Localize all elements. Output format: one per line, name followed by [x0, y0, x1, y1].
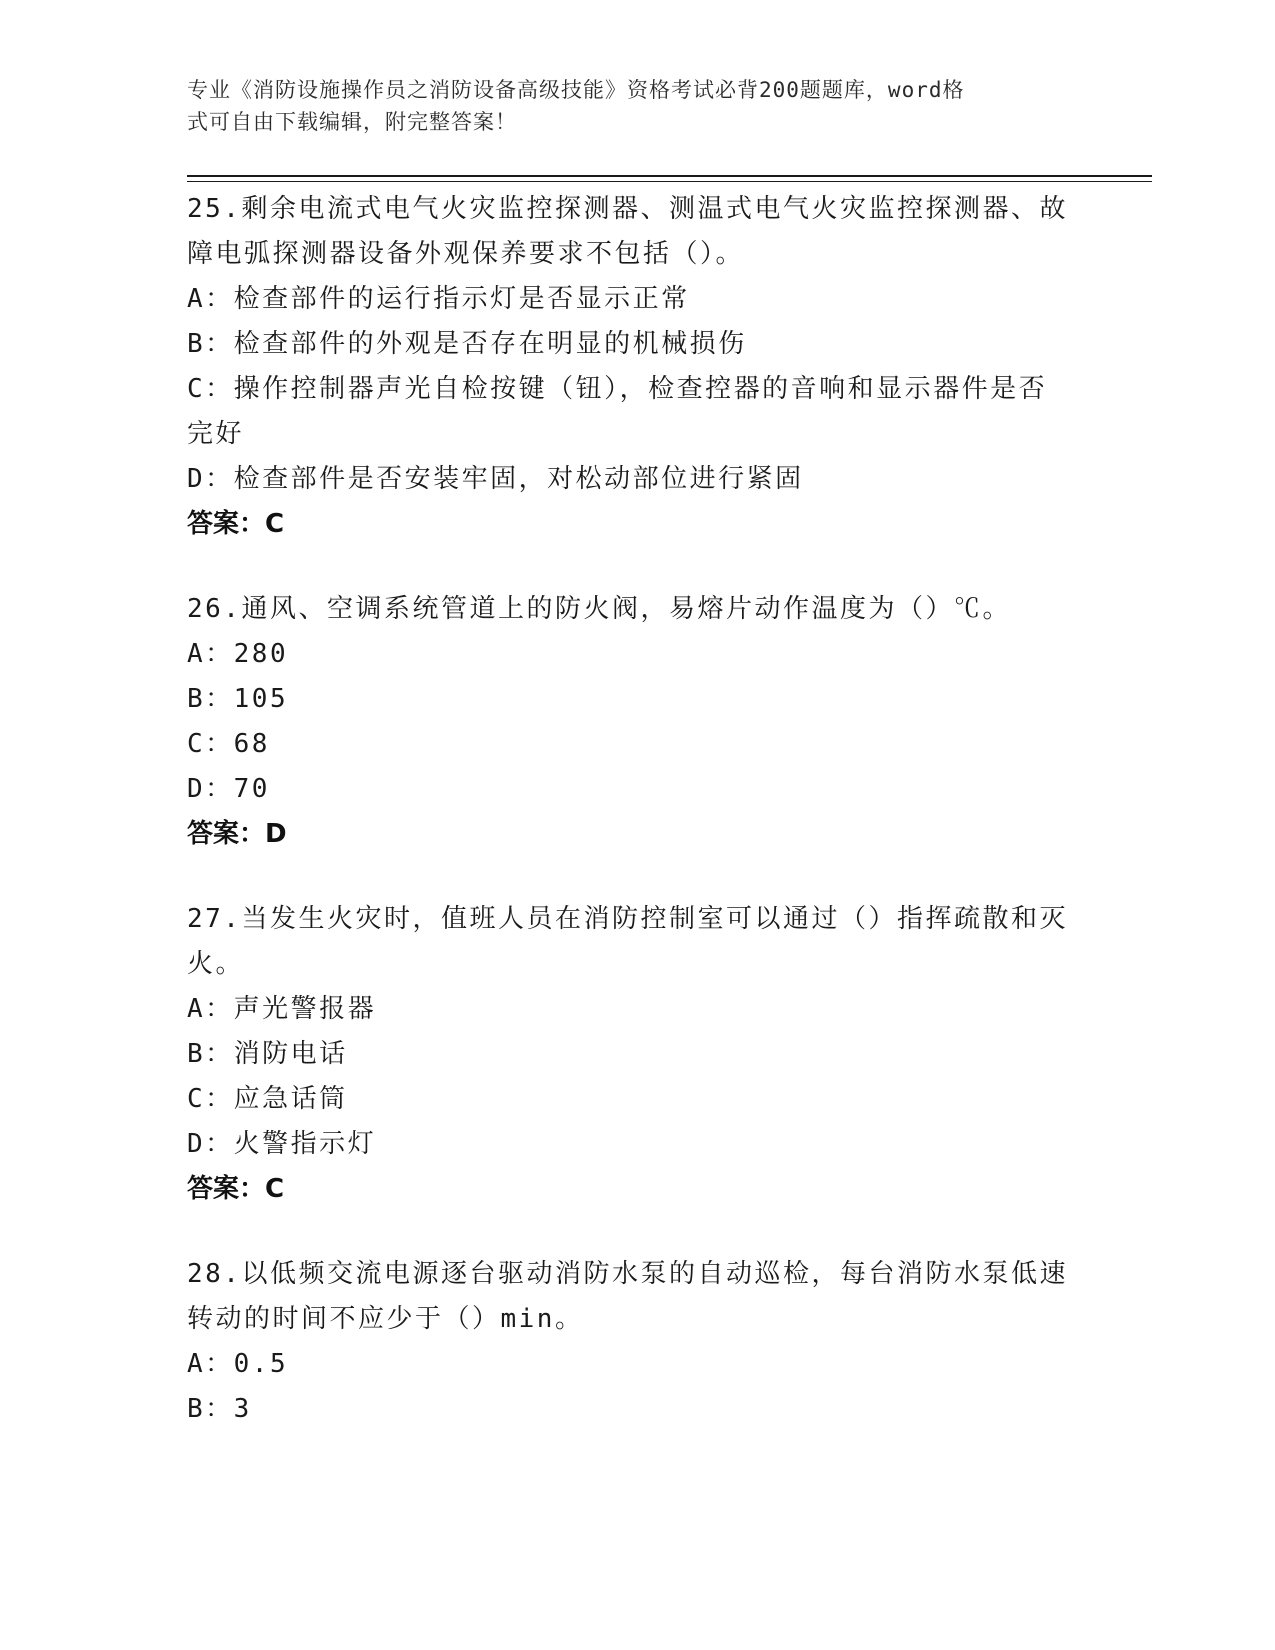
option-c: C：操作控制器声光自检按键（钮），检查控器的音响和显示器件是否 [187, 374, 1048, 404]
question-stem: 火。 [187, 949, 245, 979]
option-c-continued: 完好 [187, 419, 245, 449]
header-line-1: 专业《消防设施操作员之消防设备高级技能》资格考试必背200题题库，word格 [187, 78, 965, 102]
option-a: A：声光警报器 [187, 994, 377, 1024]
question-27 [187, 897, 1087, 1212]
option-d: D：70 [187, 774, 270, 804]
page-header [187, 74, 1067, 138]
option-b: B：105 [187, 684, 289, 714]
answer-label: 答案：C [187, 509, 285, 539]
option-b: B：消防电话 [187, 1039, 348, 1069]
option-d: D：检查部件是否安装牢固，对松动部位进行紧固 [187, 464, 804, 494]
question-28 [187, 1252, 1087, 1432]
answer-label: 答案：C [187, 1174, 285, 1204]
option-b: B：检查部件的外观是否存在明显的机械损伤 [187, 329, 747, 359]
option-c: C：应急话筒 [187, 1084, 348, 1114]
question-stem: 障电弧探测器设备外观保养要求不包括（）。 [187, 239, 745, 269]
option-b: B：3 [187, 1394, 252, 1424]
header-divider-thick [187, 175, 1152, 177]
option-a: A：0.5 [187, 1349, 289, 1379]
question-stem: 28.以低频交流电源逐台驱动消防水泵的自动巡检，每台消防水泵低速 [187, 1259, 1068, 1289]
question-25 [187, 187, 1087, 547]
question-stem: 25.剩余电流式电气火灾监控探测器、测温式电气火灾监控探测器、故 [187, 194, 1068, 224]
header-divider-thin [187, 181, 1152, 182]
header-line-2: 式可自由下载编辑，附完整答案！ [187, 110, 517, 134]
question-26 [187, 587, 1087, 857]
option-c: C：68 [187, 729, 270, 759]
question-stem: 26.通风、空调系统管道上的防火阀，易熔片动作温度为（）℃。 [187, 594, 1011, 624]
option-d: D：火警指示灯 [187, 1129, 377, 1159]
question-stem: 27.当发生火灾时，值班人员在消防控制室可以通过（）指挥疏散和灭 [187, 904, 1068, 934]
question-list [187, 187, 1087, 1472]
option-a: A：检查部件的运行指示灯是否显示正常 [187, 284, 690, 314]
question-stem: 转动的时间不应少于（）min。 [187, 1304, 584, 1334]
option-a: A：280 [187, 639, 289, 669]
answer-label: 答案：D [187, 819, 287, 849]
